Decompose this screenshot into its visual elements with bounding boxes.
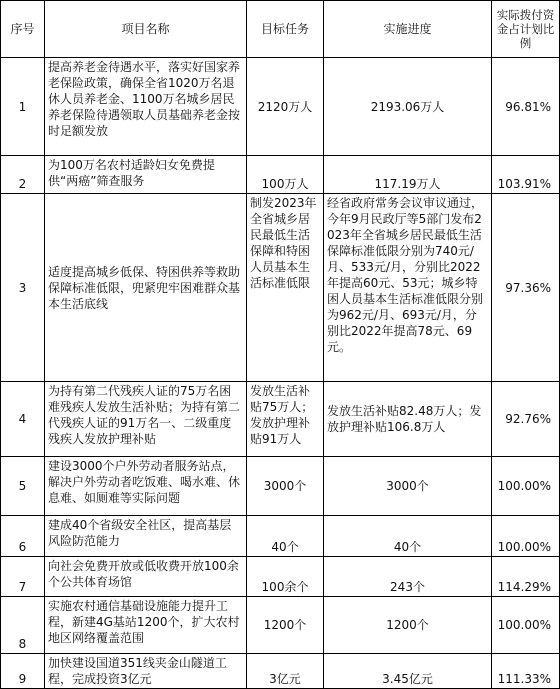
- header-no: 序号: [1, 1, 45, 58]
- row-progress: 3000个: [324, 457, 492, 516]
- row-name: 为持有第二代残疾人证的75万名困难残疾人发放生活补贴；为持有第二代残疾人证的91万名一、二级重度残疾人发放护理补贴: [45, 382, 247, 457]
- header-ratio: 实际拨付资金占计划比例: [492, 1, 560, 58]
- row-progress: 117.19万人: [324, 156, 492, 194]
- row-ratio: 100.00%: [492, 516, 560, 557]
- row-target: 1200个: [247, 597, 324, 654]
- table-row: [1, 597, 560, 654]
- header-target: 目标任务: [247, 1, 324, 58]
- row-name: 建成40个省级安全社区，提高基层风险防范能力: [45, 516, 247, 557]
- row-no: 7: [1, 557, 45, 597]
- row-ratio: 97.36%: [492, 194, 560, 382]
- table-row: [1, 516, 560, 557]
- row-no: 4: [1, 382, 45, 457]
- row-ratio: 100.00%: [492, 597, 560, 654]
- row-no: 8: [1, 597, 45, 654]
- row-target: 100余个: [247, 557, 324, 597]
- row-progress: 2193.06万人: [324, 58, 492, 156]
- row-target: 3亿元: [247, 654, 324, 689]
- row-no: 6: [1, 516, 45, 557]
- row-ratio: 100.00%: [492, 457, 560, 516]
- row-progress: 1200个: [324, 597, 492, 654]
- row-no: 2: [1, 156, 45, 194]
- row-target: 100万人: [247, 156, 324, 194]
- row-name: 提高养老金待遇水平，落实好国家养老保险政策，确保全省1020万名退休人员养老金、1100万名城乡居民养老保险待遇领取人员基础养老金按时足额发放: [45, 58, 247, 156]
- row-ratio: 103.91%: [492, 156, 560, 194]
- row-target: 3000个: [247, 457, 324, 516]
- table-row: [1, 156, 560, 194]
- row-name: 为100万名农村适龄妇女免费提供“两癌”筛查服务: [45, 156, 247, 194]
- row-no: 1: [1, 58, 45, 156]
- row-target: 发放生活补贴75万人；发放护理补贴91万人: [247, 382, 324, 457]
- row-name: 加快建设国道351线夹金山隧道工程，完成投资3亿元: [45, 654, 247, 689]
- row-target: 2120万人: [247, 58, 324, 156]
- row-no: 9: [1, 654, 45, 689]
- table-row: [1, 58, 560, 156]
- row-progress: 经省政府常务会议审议通过，今年9月民政厅等5部门发布2023年全省城乡居民最低生活保障标准低限分别为740元/月、533元/月，分别比2022年提高60元、53元；城乡特困人员基本生活标准低限分别为962元/月、693元/月，分别比2022年提高78元、69元。: [324, 194, 492, 382]
- row-no: 3: [1, 194, 45, 382]
- row-name: 建设3000个户外劳动者服务站点，解决户外劳动者吃饭难、喝水难、休息难、如厕难等实际问题: [45, 457, 247, 516]
- row-ratio: 111.33%: [492, 654, 560, 689]
- row-name: 适度提高城乡低保、特困供养等救助保障标准低限，兜紧兜牢困难群众基本生活底线: [45, 194, 247, 382]
- row-ratio: 96.81%: [492, 58, 560, 156]
- header-name: 项目名称: [45, 1, 247, 58]
- row-progress: 发放生活补贴82.48万人；发放护理补贴106.8万人: [324, 382, 492, 457]
- row-target: 40个: [247, 516, 324, 557]
- row-name: 向社会免费开放或低收费开放100余个公共体育场馆: [45, 557, 247, 597]
- row-progress: 40个: [324, 516, 492, 557]
- table-row: [1, 654, 560, 689]
- row-no: 5: [1, 457, 45, 516]
- header-progress: 实施进度: [324, 1, 492, 58]
- table-row: [1, 194, 560, 382]
- row-ratio: 92.76%: [492, 382, 560, 457]
- row-ratio: 114.29%: [492, 557, 560, 597]
- table-row: [1, 382, 560, 457]
- table-row: [1, 457, 560, 516]
- row-target: 制发2023年全省城乡居民最低生活保障和特困人员基本生活标准低限: [247, 194, 324, 382]
- row-progress: 243个: [324, 557, 492, 597]
- header-row: [1, 1, 560, 58]
- row-progress: 3.45亿元: [324, 654, 492, 689]
- row-name: 实施农村通信基础设施能力提升工程，新建4G基站1200个，扩大农村地区网络覆盖范围: [45, 597, 247, 654]
- table-row: [1, 557, 560, 597]
